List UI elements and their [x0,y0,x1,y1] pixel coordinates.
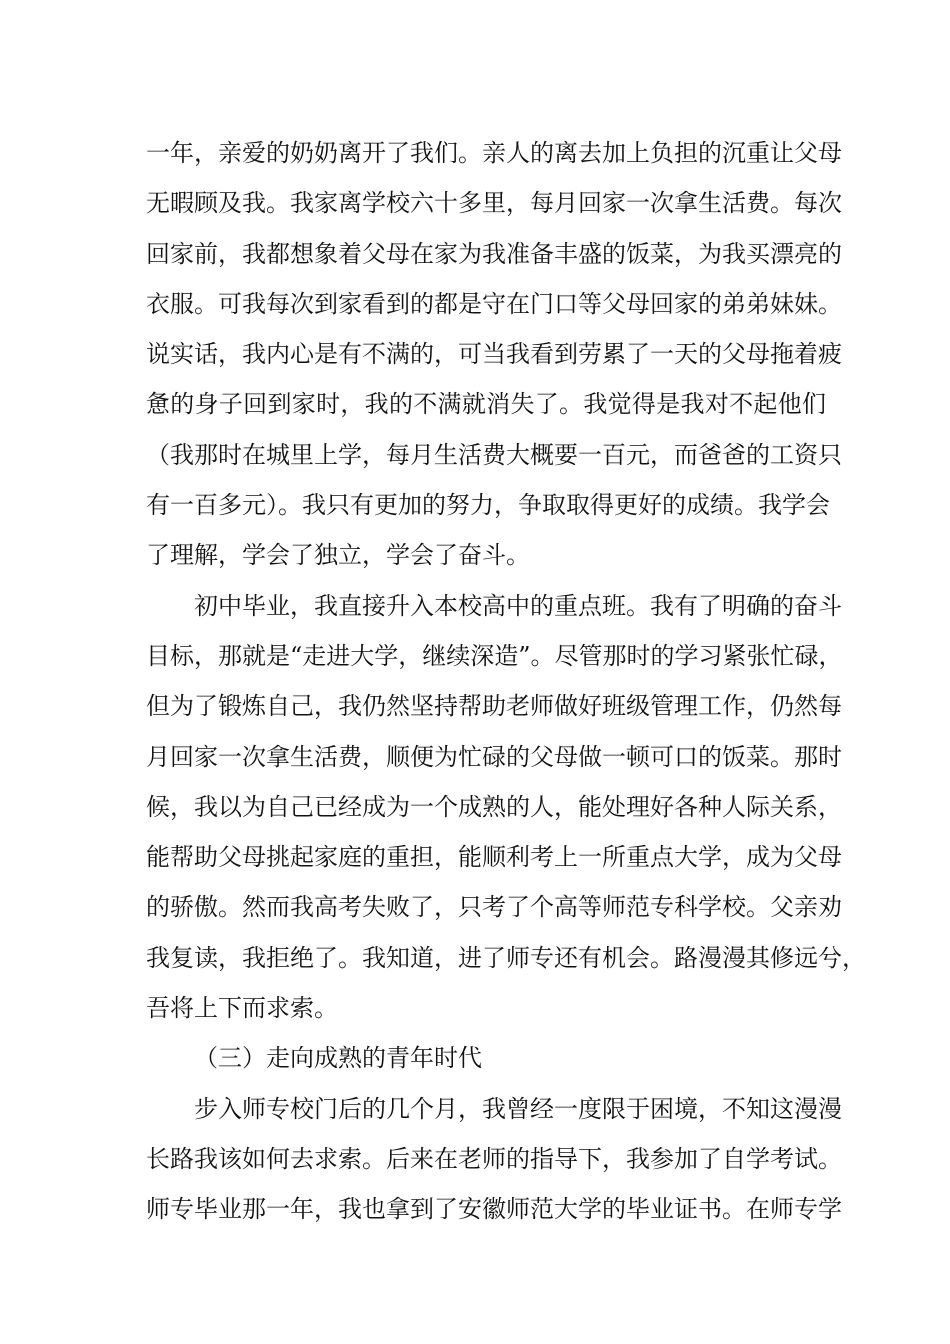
text-line: 一年，亲爱的奶奶离开了我们。亲人的离去加上负担的沉重让父母 [146,139,842,167]
text-line: 无暇顾及我。我家离学校六十多里，每月回家一次拿生活费。每次 [146,189,842,218]
text-line: 惫的身子回到家时，我的不满就消失了。我觉得是我对不起他们 [146,390,826,419]
text-line: 初中毕业，我直接升入本校高中的重点班。我有了明确的奋斗 [194,591,842,620]
text-line: 步入师专校门后的几个月，我曾经一度限于困境，不知这漫漫 [194,1094,842,1123]
text-line: 衣服。可我每次到家看到的都是守在门口等父母回家的弟弟妹妹。 [146,289,842,318]
text-line: 月回家一次拿生活费，顺便为忙碌的父母做一顿可口的饭菜。那时 [146,742,842,771]
text-line: （我那时在城里上学，每月生活费大概要一百元，而爸爸的工资只 [146,440,842,469]
text-line: 能帮助父母挑起家庭的重担，能顺利考上一所重点大学，成为父母 [146,843,842,872]
text-line: 长路我该如何去求索。后来在老师的指导下，我参加了自学考试。 [146,1144,842,1173]
section-heading: （三）走向成熟的青年时代 [194,1044,482,1073]
text-line: 但为了锻炼自己，我仍然坚持帮助老师做好班级管理工作，仍然每 [146,692,842,721]
text-line: 候，我以为自己已经成为一个成熟的人，能处理好各种人际关系， [146,792,842,821]
text-line: 说实话，我内心是有不满的，可当我看到劳累了一天的父母拖着疲 [146,340,842,369]
text-line: 回家前，我都想象着父母在家为我准备丰盛的饭菜，为我买漂亮的 [146,239,842,268]
text-line: 目标，那就是“走进大学，继续深造”。尽管那时的学习紧张忙碌， [146,641,843,670]
text-line: 吾将上下而求索。 [146,994,338,1023]
text-line: 了理解，学会了独立，学会了奋斗。 [146,541,530,570]
text-line: 我复读，我拒绝了。我知道，进了师专还有机会。路漫漫其修远兮， [146,943,866,972]
text-line: 师专毕业那一年，我也拿到了安徽师范大学的毕业证书。在师专学 [146,1195,842,1224]
body-text [146,128,866,1235]
text-line: 的骄傲。然而我高考失败了，只考了个高等师范专科学校。父亲劝 [146,893,842,922]
text-line: 有一百多元）。我只有更加的努力，争取取得更好的成绩。我学会 [146,491,830,520]
